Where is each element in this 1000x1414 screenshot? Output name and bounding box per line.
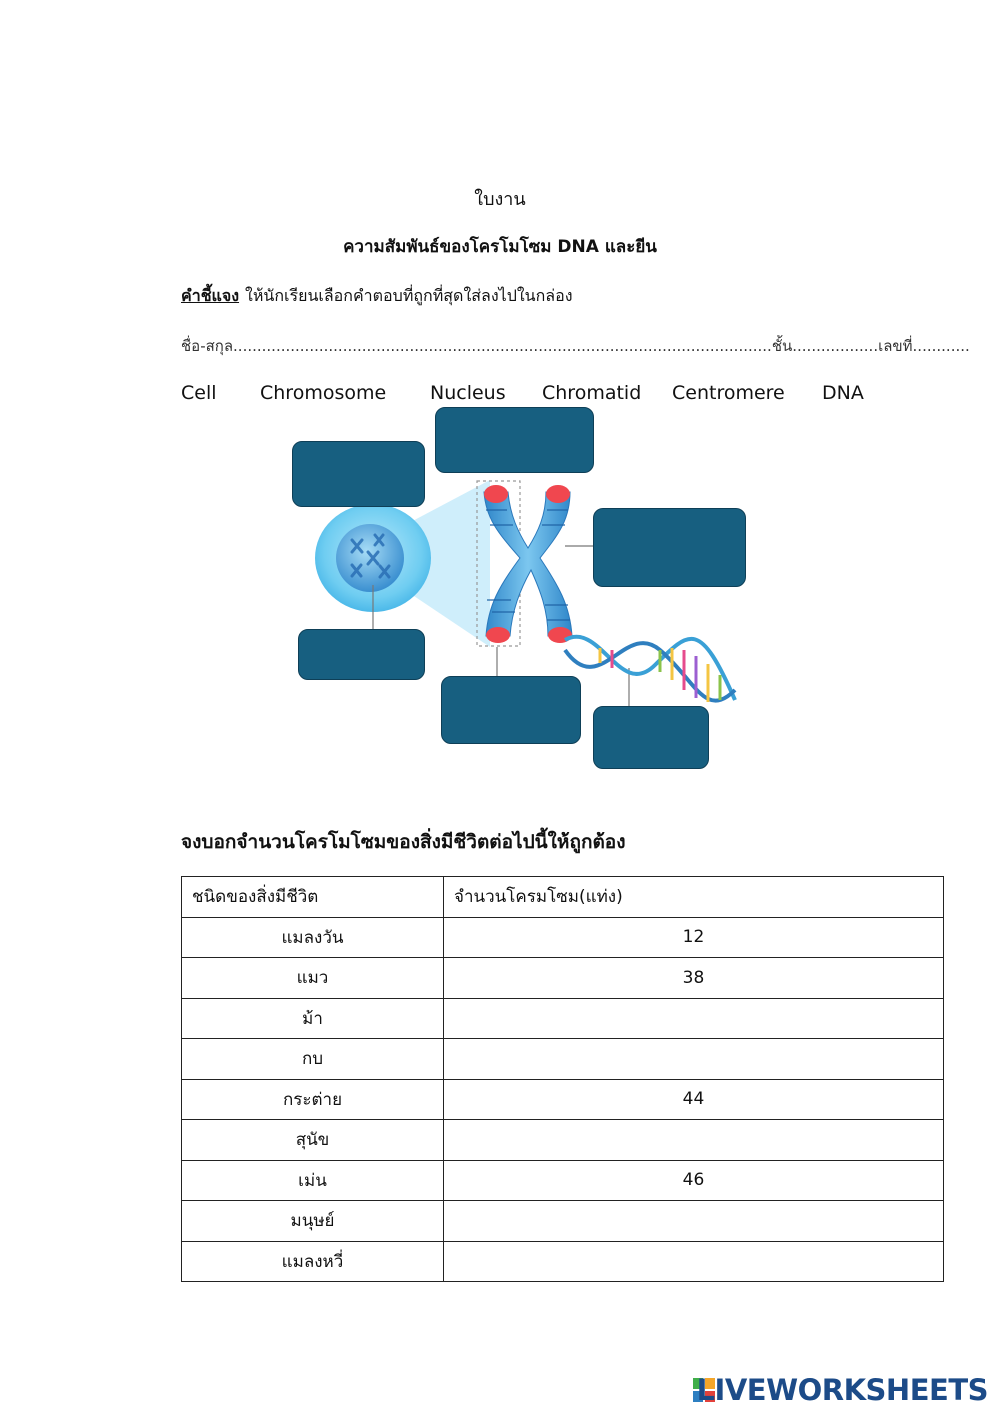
organism-cell: กบ bbox=[182, 1039, 444, 1080]
count-cell[interactable] bbox=[444, 998, 944, 1039]
student-info-line: ชื่อ-สกุล.................................................................................................................ชั้น..................เลขที่............ bbox=[181, 337, 970, 355]
word-centromere[interactable]: Centromere bbox=[672, 382, 785, 404]
question2-prompt: จงบอกจำนวนโครโมโซมของสิ่งมีชีวิตต่อไปนี้ให้ถูกต้อง bbox=[181, 831, 626, 853]
table-row bbox=[182, 1120, 944, 1161]
brand-wordmark[interactable]: LIVEWORKSHEETS bbox=[696, 1373, 988, 1407]
organism-cell: กระต่าย bbox=[182, 1079, 444, 1120]
chromosome-shape bbox=[484, 485, 572, 643]
organism-cell: มนุษย์ bbox=[182, 1201, 444, 1242]
table-row bbox=[182, 1079, 944, 1120]
instruction-text: ให้นักเรียนเลือกคำตอบที่ถูกที่สุดใส่ลงไปในกล่อง bbox=[245, 286, 573, 305]
count-cell[interactable] bbox=[444, 1120, 944, 1161]
organism-cell: สุนัข bbox=[182, 1120, 444, 1161]
table-row bbox=[182, 998, 944, 1039]
word-nucleus[interactable]: Nucleus bbox=[430, 382, 506, 404]
count-cell[interactable] bbox=[444, 1241, 944, 1282]
count-cell[interactable]: 46 bbox=[444, 1160, 944, 1201]
header-count: จำนวนโครมโซม(แท่ง) bbox=[444, 877, 944, 918]
table-header-row bbox=[182, 877, 944, 918]
organism-cell: แมว bbox=[182, 958, 444, 999]
chromosome-count-table bbox=[181, 876, 944, 1282]
count-cell[interactable] bbox=[444, 1039, 944, 1080]
drop-box-top[interactable] bbox=[435, 407, 594, 473]
drop-box-left-top[interactable] bbox=[292, 441, 425, 507]
worksheet-title: ใบงาน bbox=[474, 189, 526, 210]
word-cell[interactable]: Cell bbox=[181, 382, 217, 404]
table-row bbox=[182, 1201, 944, 1242]
count-cell[interactable]: 38 bbox=[444, 958, 944, 999]
table-row bbox=[182, 958, 944, 999]
organism-cell: ม้า bbox=[182, 998, 444, 1039]
instruction-label: คำชี้แจง bbox=[181, 286, 240, 305]
header-organism: ชนิดของสิ่งมีชีวิต bbox=[182, 877, 444, 918]
drop-box-bottom-right[interactable] bbox=[593, 706, 709, 769]
nucleus-shape bbox=[336, 524, 404, 592]
worksheet-subtitle: ความสัมพันธ์ของโครโมโซม DNA และยีน bbox=[343, 237, 657, 257]
organism-cell: เม่น bbox=[182, 1160, 444, 1201]
word-dna[interactable]: DNA bbox=[822, 382, 864, 404]
dna-helix bbox=[565, 637, 735, 702]
table-row bbox=[182, 1160, 944, 1201]
table-row bbox=[182, 917, 944, 958]
organism-cell: แมลงหวี่ bbox=[182, 1241, 444, 1282]
count-cell[interactable]: 44 bbox=[444, 1079, 944, 1120]
drop-box-left-bottom[interactable] bbox=[298, 629, 425, 680]
table-row bbox=[182, 1039, 944, 1080]
count-cell[interactable] bbox=[444, 1201, 944, 1242]
count-cell[interactable]: 12 bbox=[444, 917, 944, 958]
word-chromatid[interactable]: Chromatid bbox=[542, 382, 642, 404]
organism-cell: แมลงวัน bbox=[182, 917, 444, 958]
table-row bbox=[182, 1241, 944, 1282]
word-chromosome[interactable]: Chromosome bbox=[260, 382, 387, 404]
drop-box-right[interactable] bbox=[593, 508, 746, 587]
drop-box-bottom-center[interactable] bbox=[441, 676, 581, 744]
